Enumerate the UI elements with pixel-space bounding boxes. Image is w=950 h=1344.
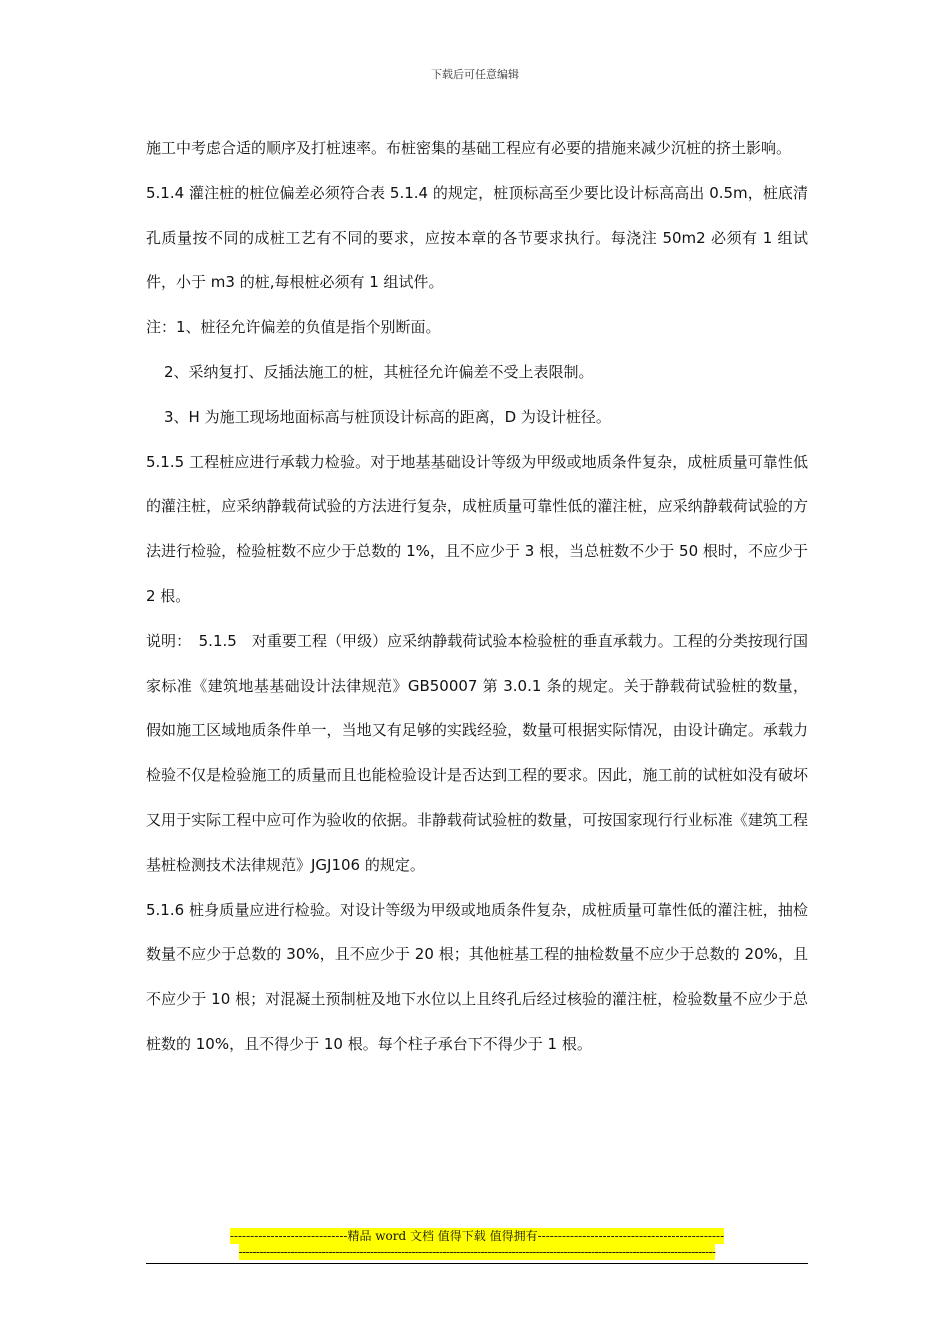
paragraph-5-1-5: 5.1.5 工程桩应进行承载力检验。对于地基基础设计等级为甲级或地质条件复杂，成桩质量可靠性低的灌注桩，应采纳静载荷试验的方法进行复杂，成桩质量可靠性低的灌注桩，应采纳静载荷试验的方法进行检验，检验桩数不应少于总数的 1%，且不应少于 3 根，当总桩数不少于 50 根时，不应少于 2 根。 (146, 452, 808, 605)
paragraph-5-1-4: 5.1.4 灌注桩的桩位偏差必须符合表 5.1.4 的规定，桩顶标高至少要比设计标高高出 0.5m，桩底清孔质量按不同的成桩工艺有不同的要求，应按本章的各节要求执行。每浇注 50m2 必须有 1 组试件，小于 m3 的桩,每根桩必须有 1 组试件。 (146, 183, 808, 292)
note-2: 2、采纳复打、反插法施工的桩，其桩径允许偏差不受上表限制。 (164, 362, 594, 381)
footer-divider (146, 1263, 808, 1264)
footer-banner-line-1: -----------------------------精品 word 文档 值得下载 值得拥有---------------------------------------------- (229, 1229, 725, 1243)
paragraph-explanation: 说明： 5.1.5 对重要工程（甲级）应采纳静载荷试验本检验桩的垂直承载力。工程的分类按现行国家标准《建筑地基基础设计法律规范》GB50007 第 3.0.1 条的规定。关于静载荷试验桩的数量，假如施工区域地质条件单一，当地又有足够的实践经验，数量可根据实际情况，由设计确定。承载力检验不仅是检验施工的质量而且也能检验设计是否达到工程的要求。因此，施工前的试桩如没有破坏又用于实际工程中应可作为验收的依据。非静载荷试验桩的数量，可按国家现行行业标准《建筑工程基桩检测技术法律规范》JGJ106 的规定。 (146, 631, 808, 874)
paragraph-5-1-6: 5.1.6 桩身质量应进行检验。对设计等级为甲级或地质条件复杂，成桩质量可靠性低的灌注桩，抽检数量不应少于总数的 30%，且不应少于 20 根；其他桩基工程的抽检数量不应少于总数的 20%，且不应少于 10 根；对混凝土预制桩及地下水位以上且终孔后经过核验的灌注桩，检验数量不应少于总桩数的 10%，且不得少于 10 根。每个柱子承台下不得少于 1 根。 (146, 900, 808, 1053)
page-footer (146, 1228, 808, 1260)
document-body (146, 126, 808, 1067)
footer-banner-line-2: ------------------------------------------------------------------------------------------------------------------------------------------ (238, 1245, 716, 1259)
page-header: 下载后可任意编辑 (431, 68, 519, 81)
paragraph-intro: 施工中考虑合适的顺序及打桩速率。布桩密集的基础工程应有必要的措施来减少沉桩的挤土影响。 (146, 139, 792, 157)
note-1: 注：1、桩径允许偏差的负值是指个别断面。 (146, 318, 441, 337)
note-3: 3、H 为施工现场地面标高与桩顶设计标高的距离，D 为设计桩径。 (164, 407, 611, 426)
